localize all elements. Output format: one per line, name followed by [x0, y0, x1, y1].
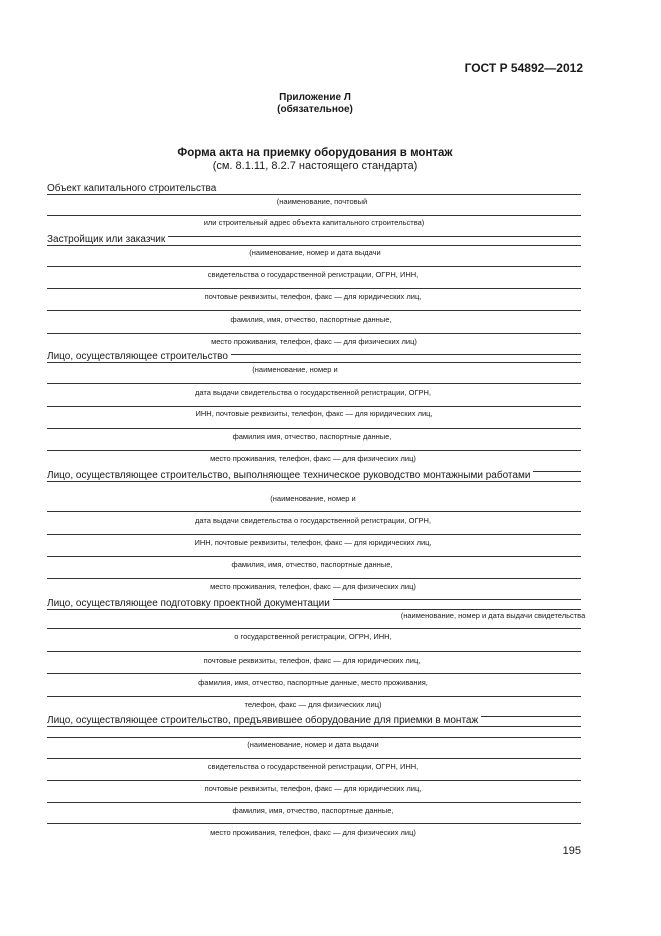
field-hint: фамилия, имя, отчество, паспортные данные, место проживания,	[198, 678, 428, 687]
entry-line	[47, 481, 581, 482]
entry-line	[47, 609, 581, 610]
form-subtitle: (см. 8.1.11, 8.2.7 настоящего стандарта)	[212, 160, 418, 172]
entry-line	[47, 758, 581, 759]
field-hint: фамилия, имя, отчество, паспортные данные,	[232, 806, 394, 815]
entry-line	[47, 194, 581, 195]
entry-line	[47, 556, 581, 557]
page-number: 195	[562, 845, 581, 857]
field-hint: (наименование, почтовый	[276, 197, 368, 206]
section-label: Лицо, осуществляющее подготовку проектной документации	[47, 598, 333, 609]
field-hint: ИНН, почтовые реквизиты, телефон, факс — для юридических лиц,	[194, 538, 432, 547]
field-hint: (наименование, номер и дата выдачи	[249, 248, 381, 257]
entry-line	[47, 673, 581, 674]
entry-line	[47, 215, 581, 216]
field-hint: фамилия, имя, отчество, паспортные данные,	[231, 560, 393, 569]
field-hint: или строительный адрес объекта капитального строительства)	[203, 218, 425, 227]
section-label: Застройщик или заказчик	[47, 234, 168, 245]
entry-line	[47, 450, 581, 451]
entry-line	[47, 511, 581, 512]
field-hint: ИНН, почтовые реквизиты, телефон, факс — для юридических лиц,	[195, 409, 433, 418]
entry-line	[47, 651, 581, 652]
field-hint: фамилия имя, отчество, паспортные данные,	[232, 432, 392, 441]
entry-line	[47, 802, 581, 803]
field-hint: место проживания, телефон, факс — для физических лиц)	[210, 828, 416, 837]
entry-line	[47, 823, 581, 824]
field-hint: (наименование, номер и	[252, 365, 338, 374]
field-hint: фамилия, имя, отчество, паспортные данные,	[230, 315, 392, 324]
entry-line	[47, 428, 581, 429]
section-label: Объект капитального строительства	[47, 183, 219, 194]
section-label: Лицо, осуществляющее строительство, предъявившее оборудование для приемки в монтаж	[47, 715, 481, 726]
field-hint: дата выдачи свидетельства о государственной регистрации, ОГРН,	[194, 388, 432, 397]
entry-line	[47, 726, 581, 727]
annex-kind: (обязательное)	[277, 104, 353, 115]
section-label: Лицо, осуществляющее строительство, выполняющее техническое руководство монтажными работами	[47, 470, 533, 481]
field-hint: место проживания, телефон, факс — для физических лиц)	[210, 454, 416, 463]
field-hint: почтовые реквизиты, телефон, факс — для юридических лиц,	[204, 784, 422, 793]
field-hint: свидетельства о государственной регистрации, ОГРН, ИНН,	[207, 270, 419, 279]
entry-line	[47, 288, 581, 289]
entry-line	[47, 534, 581, 535]
field-hint: почтовые реквизиты, телефон, факс — для юридических лиц,	[203, 656, 421, 665]
entry-line	[47, 696, 581, 697]
annex-title: Приложение Л	[279, 92, 351, 103]
entry-line	[47, 266, 581, 267]
entry-line	[47, 333, 581, 334]
field-hint: дата выдачи свидетельства о государственной регистрации, ОГРН,	[194, 516, 432, 525]
standard-designation: ГОСТ Р 54892—2012	[464, 61, 583, 75]
form-title: Форма акта на приемку оборудования в монтаж	[177, 147, 453, 159]
field-hint: почтовые реквизиты, телефон, факс — для юридических лиц,	[204, 292, 422, 301]
entry-line	[47, 383, 581, 384]
section-label: Лицо, осуществляющее строительство	[47, 351, 231, 362]
entry-line	[47, 406, 581, 407]
entry-line	[47, 737, 581, 738]
entry-line	[47, 578, 581, 579]
entry-line	[47, 628, 581, 629]
entry-line	[47, 780, 581, 781]
field-hint: место проживания, телефон, факс — для физических лиц)	[210, 582, 416, 591]
entry-line	[47, 310, 581, 311]
entry-line	[47, 245, 581, 246]
field-hint: (наименование, номер и дата выдачи свидетельства	[400, 611, 586, 620]
field-hint: место проживания, телефон, факс — для физических лиц)	[211, 337, 417, 346]
field-hint: свидетельства о государственной регистрации, ОГРН, ИНН,	[207, 762, 419, 771]
field-hint: телефон, факс — для физических лиц)	[244, 700, 382, 709]
field-hint: (наименование, номер и	[270, 494, 356, 503]
field-hint: (наименование, номер и дата выдачи	[247, 740, 379, 749]
field-hint: о государственной регистрации, ОГРН, ИНН,	[234, 632, 392, 641]
entry-line	[47, 362, 581, 363]
